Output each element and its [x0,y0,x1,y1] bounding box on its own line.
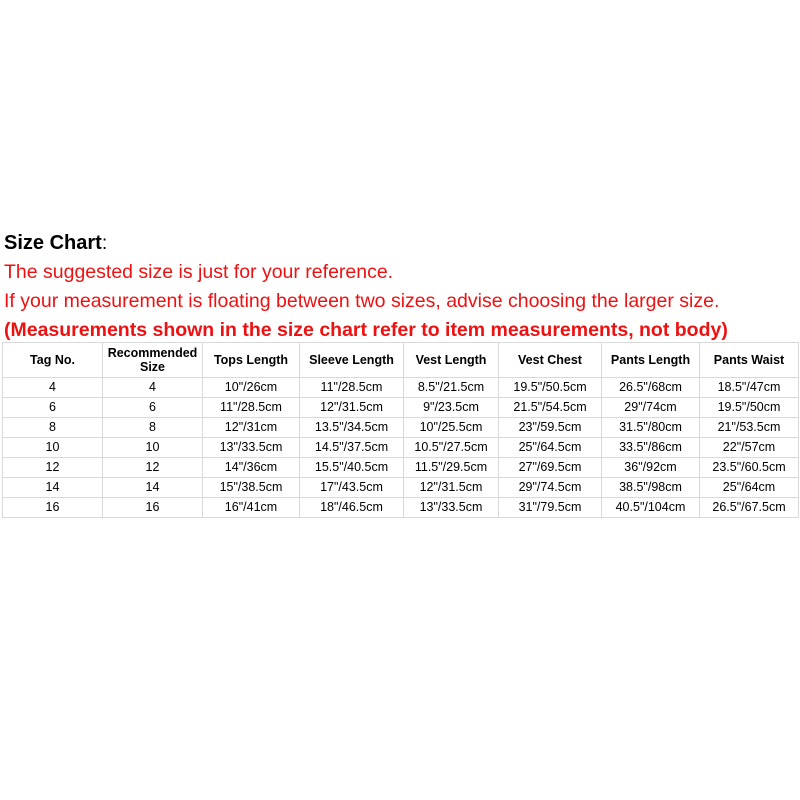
cell-pants-waist: 26.5"/67.5cm [700,498,799,518]
cell-recommended-size: 6 [103,398,203,418]
table-row [3,398,799,418]
cell-vest-chest: 23"/59.5cm [499,418,602,438]
cell-pants-waist: 23.5"/60.5cm [700,458,799,478]
col-header-recommended-size: Recommended Size [103,343,203,378]
cell-vest-chest: 19.5"/50.5cm [499,378,602,398]
size-chart-title-line [4,229,796,258]
cell-pants-length: 38.5"/98cm [602,478,700,498]
cell-pants-length: 31.5"/80cm [602,418,700,438]
cell-sleeve-length: 11"/28.5cm [300,378,404,398]
cell-tops-length: 16"/41cm [203,498,300,518]
cell-sleeve-length: 15.5"/40.5cm [300,458,404,478]
cell-recommended-size: 4 [103,378,203,398]
cell-vest-length: 13"/33.5cm [404,498,499,518]
cell-pants-length: 26.5"/68cm [602,378,700,398]
cell-vest-chest: 27"/69.5cm [499,458,602,478]
cell-tops-length: 15"/38.5cm [203,478,300,498]
table-row [3,418,799,438]
col-header-vest-chest: Vest Chest [499,343,602,378]
table-row [3,378,799,398]
cell-pants-length: 29"/74cm [602,398,700,418]
cell-sleeve-length: 14.5"/37.5cm [300,438,404,458]
cell-recommended-size: 16 [103,498,203,518]
cell-pants-waist: 18.5"/47cm [700,378,799,398]
cell-tag-no: 16 [3,498,103,518]
cell-tops-length: 14"/36cm [203,458,300,478]
col-header-tag-no: Tag No. [3,343,103,378]
size-chart-header [4,229,796,345]
cell-vest-length: 10.5"/27.5cm [404,438,499,458]
reference-note: The suggested size is just for your reference. [4,261,394,283]
cell-vest-length: 12"/31.5cm [404,478,499,498]
cell-pants-length: 40.5"/104cm [602,498,700,518]
col-header-tops-length: Tops Length [203,343,300,378]
table-row [3,498,799,518]
cell-recommended-size: 12 [103,458,203,478]
cell-vest-chest: 25"/64.5cm [499,438,602,458]
table-row [3,458,799,478]
cell-vest-length: 8.5"/21.5cm [404,378,499,398]
cell-recommended-size: 10 [103,438,203,458]
cell-vest-chest: 31"/79.5cm [499,498,602,518]
size-chart-title: Size Chart [4,232,102,254]
col-header-sleeve-length: Sleeve Length [300,343,404,378]
table-header-row [3,343,799,378]
cell-pants-waist: 21"/53.5cm [700,418,799,438]
col-header-pants-waist: Pants Waist [700,343,799,378]
cell-pants-waist: 19.5"/50cm [700,398,799,418]
cell-pants-waist: 22"/57cm [700,438,799,458]
cell-tag-no: 8 [3,418,103,438]
cell-tag-no: 12 [3,458,103,478]
cell-recommended-size: 14 [103,478,203,498]
size-table-container [2,342,798,518]
col-header-vest-length: Vest Length [404,343,499,378]
cell-tag-no: 4 [3,378,103,398]
cell-tag-no: 6 [3,398,103,418]
cell-tops-length: 13"/33.5cm [203,438,300,458]
cell-vest-length: 10"/25.5cm [404,418,499,438]
cell-sleeve-length: 12"/31.5cm [300,398,404,418]
cell-pants-length: 33.5"/86cm [602,438,700,458]
cell-tops-length: 11"/28.5cm [203,398,300,418]
col-header-pants-length: Pants Length [602,343,700,378]
cell-vest-length: 9"/23.5cm [404,398,499,418]
cell-sleeve-length: 17"/43.5cm [300,478,404,498]
cell-vest-chest: 21.5"/54.5cm [499,398,602,418]
cell-sleeve-length: 18"/46.5cm [300,498,404,518]
cell-pants-length: 36"/92cm [602,458,700,478]
cell-recommended-size: 8 [103,418,203,438]
cell-tag-no: 10 [3,438,103,458]
cell-sleeve-length: 13.5"/34.5cm [300,418,404,438]
cell-tag-no: 14 [3,478,103,498]
table-row [3,438,799,458]
cell-vest-chest: 29"/74.5cm [499,478,602,498]
cell-tops-length: 10"/26cm [203,378,300,398]
cell-vest-length: 11.5"/29.5cm [404,458,499,478]
size-table [2,342,799,518]
table-row [3,478,799,498]
measurement-disclaimer: (Measurements shown in the size chart refer to item measurements, not body) [4,319,728,341]
cell-pants-waist: 25"/64cm [700,478,799,498]
larger-size-advice: If your measurement is floating between two sizes, advise choosing the larger size. [4,290,720,312]
cell-tops-length: 12"/31cm [203,418,300,438]
title-colon: : [101,232,108,254]
